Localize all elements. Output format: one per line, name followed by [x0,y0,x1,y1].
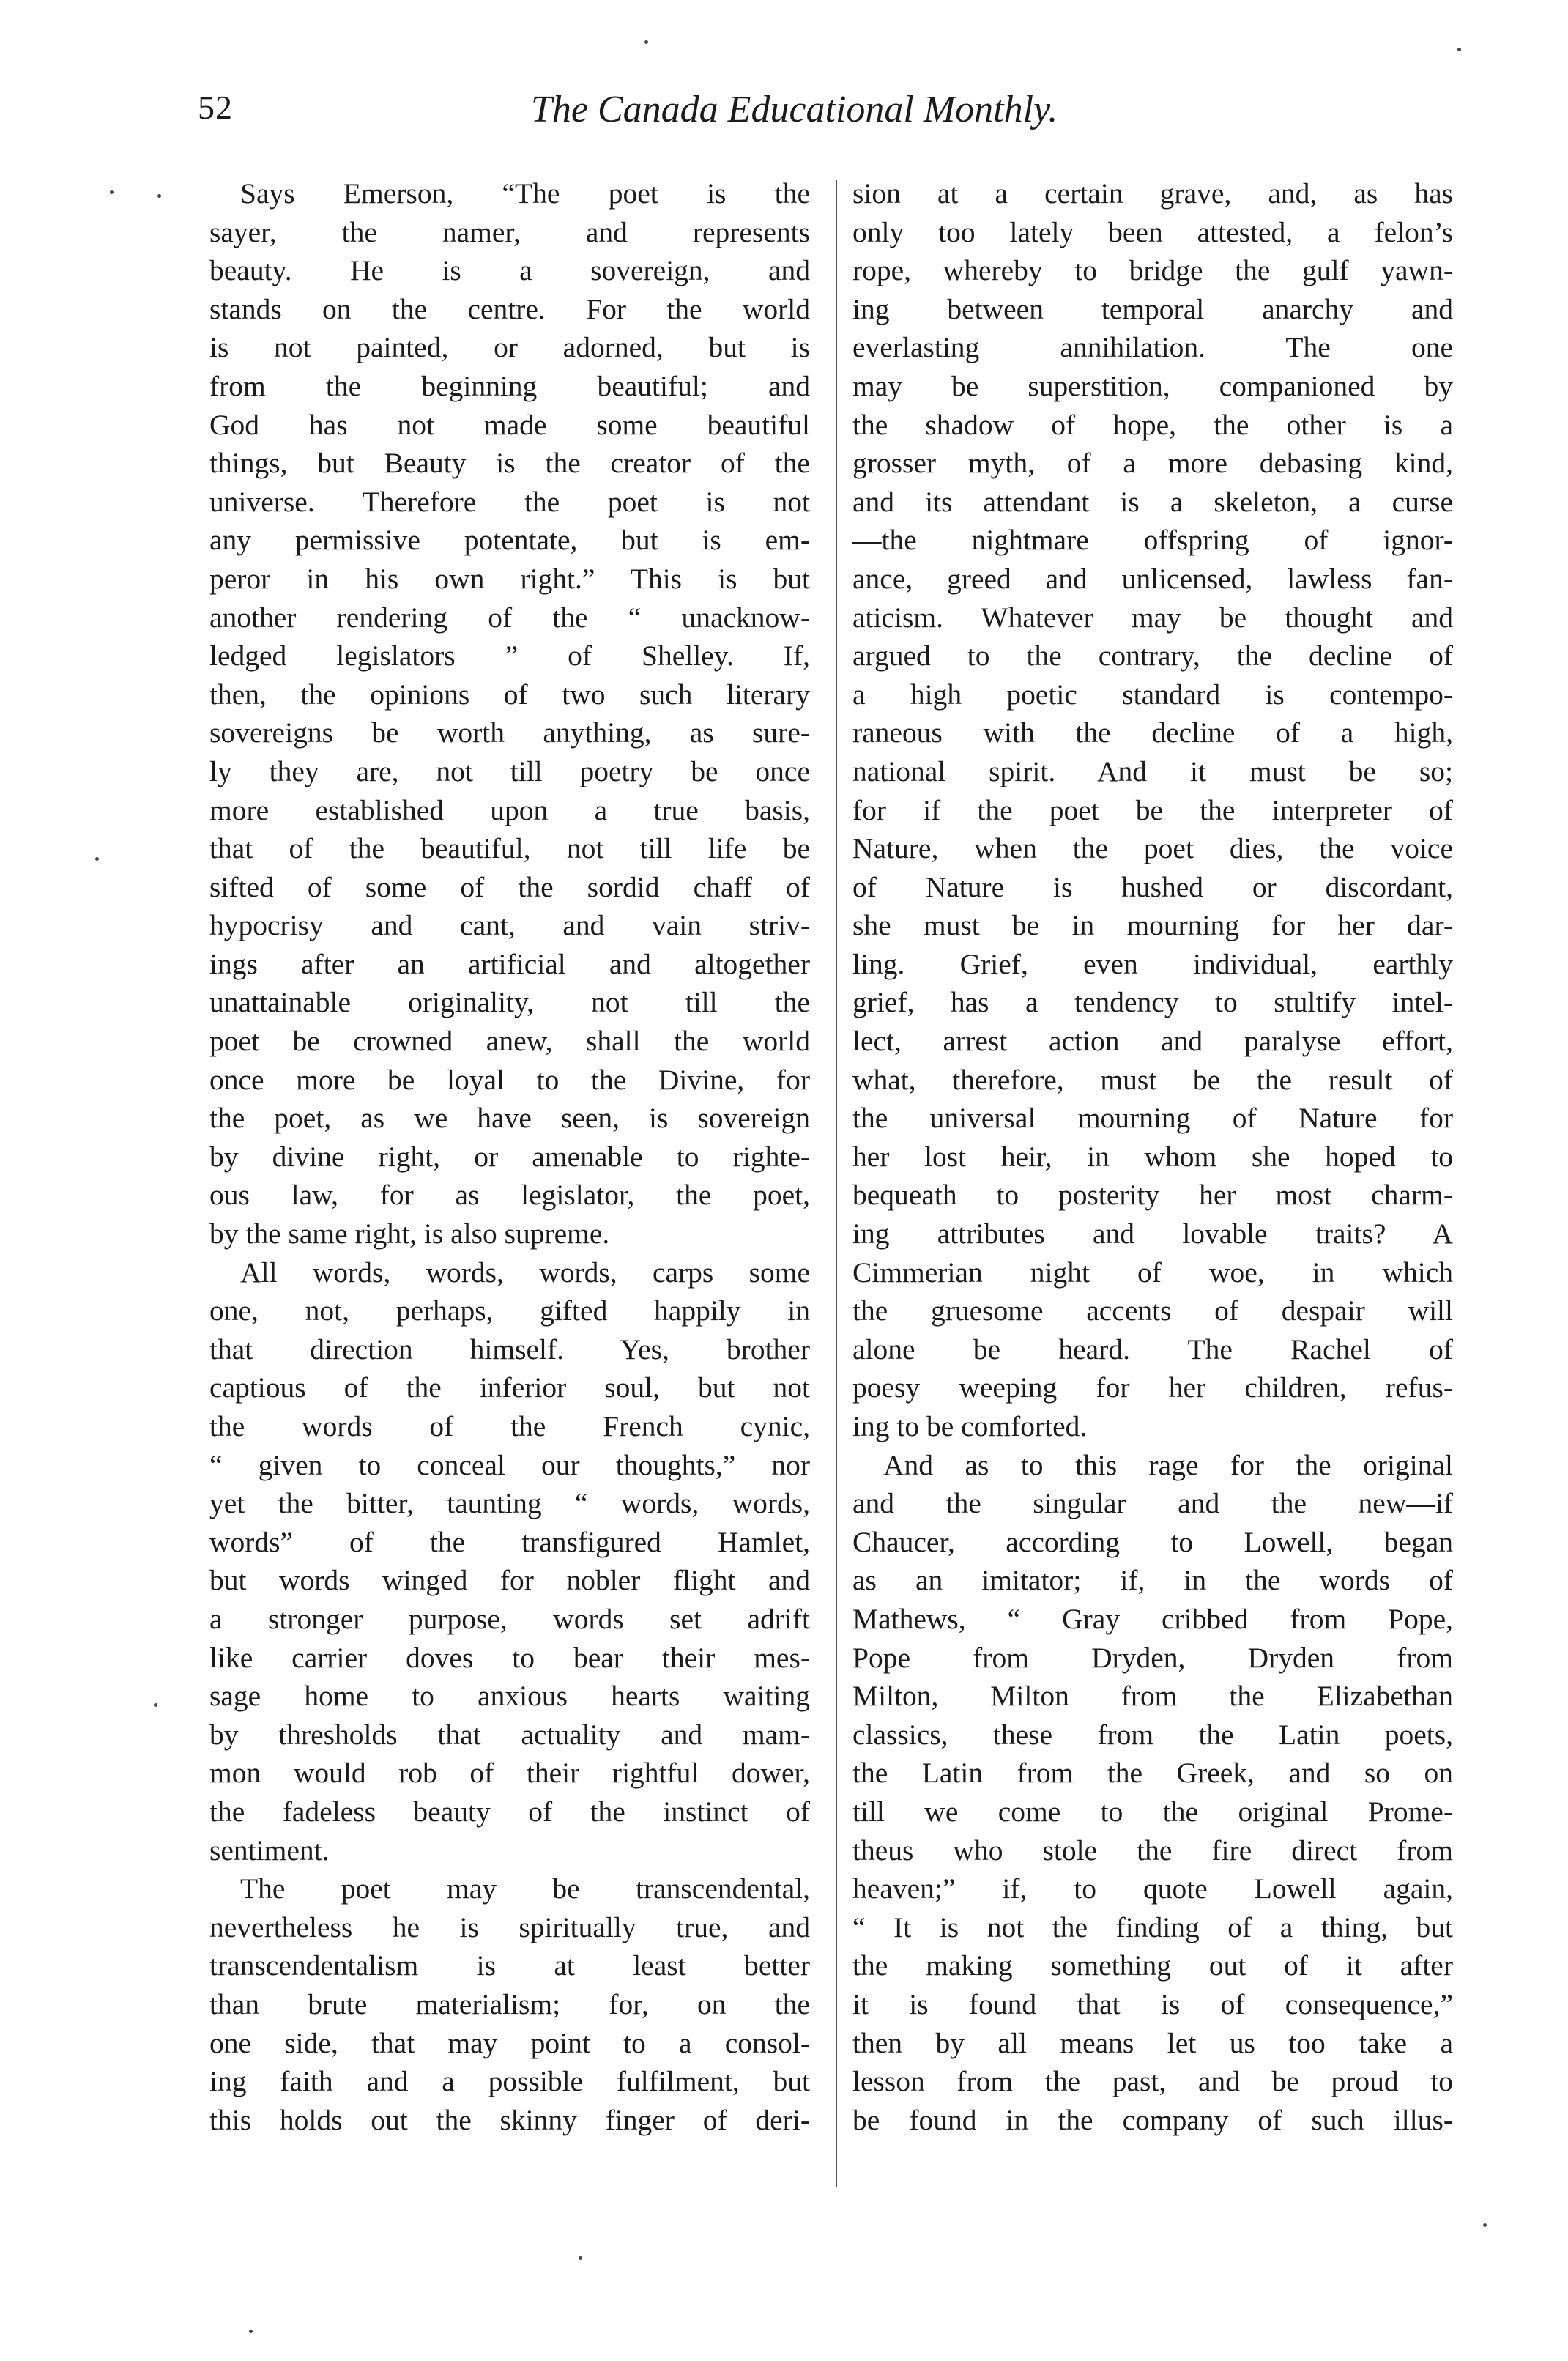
text-line: ledged legislators ” of Shelley. If, [209,640,810,672]
text-line: heaven;” if, to quote Lowell again, [852,1872,1453,1905]
text-line: bequeath to posterity her most charm- [852,1179,1453,1212]
text-line: may be superstition, companioned by [852,369,1453,402]
text-line: this holds out the skinny finger of deri- [209,2103,810,2136]
text-line: ings after an artificial and altogether [209,947,810,980]
text-line: peror in his own right.” This is but [209,562,810,595]
text-line: argued to the contrary, the decline of [852,640,1453,672]
text-line: what, therefore, must be the result of [852,1063,1453,1096]
text-line: The poet may be transcendental, [240,1872,810,1905]
text-line: of Nature is hushed or discordant, [852,870,1453,903]
text-line: by divine right, or amenable to righte- [209,1140,810,1173]
text-line: classics, these from the Latin poets, [852,1718,1453,1751]
text-line: universe. Therefore the poet is not [209,485,810,518]
text-line: sayer, the namer, and represents [209,215,810,248]
text-line: more established upon a true basis, [209,793,810,826]
text-line: Chaucer, according to Lowell, began [852,1525,1453,1558]
text-line: the making something out of it after [852,1949,1453,1982]
text-line: like carrier doves to bear their mes- [209,1641,810,1674]
print-speck [249,2330,253,2333]
text-line: Says Emerson, “The poet is the [240,177,810,210]
text-line: unattainable originality, not till the [209,986,810,1019]
text-line: Pope from Dryden, Dryden from [852,1641,1453,1674]
text-line: but words winged for nobler flight and [209,1564,810,1597]
text-line: the gruesome accents of despair will [852,1294,1453,1327]
text-line: rope, whereby to bridge the gulf yawn- [852,254,1453,287]
text-line: “ It is not the finding of a thing, but [852,1910,1453,1943]
text-line: for if the poet be the interpreter of [852,793,1453,826]
column-divider [836,180,837,2187]
text-line: then, the opinions of two such literary [209,678,810,711]
text-line: sovereigns be worth anything, as sure- [209,716,810,749]
text-line: mon would rob of their rightful dower, [209,1757,810,1790]
text-line: raneous with the decline of a high, [852,716,1453,749]
text-line: her lost heir, in whom she hoped to [852,1140,1453,1173]
text-line: from the beginning beautiful; and [209,369,810,402]
text-line: once more be loyal to the Divine, for [209,1063,810,1096]
text-line: the fadeless beauty of the instinct of [209,1795,810,1828]
text-line: —the nightmare offspring of ignor- [852,524,1453,557]
print-speck [579,2256,582,2260]
text-line: Milton, Milton from the Elizabethan [852,1680,1453,1713]
text-line: ing between temporal anarchy and [852,292,1453,325]
text-line: the words of the French cynic, [209,1410,810,1442]
text-line: the universal mourning of Nature for [852,1102,1453,1135]
text-line: any permissive potentate, but is em- [209,524,810,557]
text-line: alone be heard. The Rachel of [852,1333,1453,1365]
text-line: and the singular and the new—if [852,1487,1453,1520]
text-line: ing to be comforted. [852,1410,1088,1442]
text-line: ance, greed and unlicensed, lawless fan- [852,562,1453,595]
text-line: it is found that is of consequence,” [852,1987,1453,2020]
text-line: till we come to the original Prome- [852,1795,1453,1828]
text-line: “ given to conceal our thoughts,” nor [209,1448,810,1481]
text-line: sion at a certain grave, and, as has [852,177,1453,210]
print-speck [1457,48,1461,51]
text-line: poet be crowned anew, shall the world [209,1025,810,1058]
text-line: ing faith and a possible fulfilment, but [209,2065,810,2098]
text-line: Nature, when the poet dies, the voice [852,832,1453,865]
text-line: a high poetic standard is contempo- [852,678,1453,711]
print-speck [154,1703,157,1707]
text-line: as an imitator; if, in the words of [852,1564,1453,1597]
print-speck [110,190,114,194]
text-line: one, not, perhaps, gifted happily in [209,1294,810,1327]
text-line: captious of the inferior soul, but not [209,1371,810,1404]
text-line: lect, arrest action and paralyse effort, [852,1025,1453,1058]
print-speck [95,857,99,861]
text-line: lesson from the past, and be proud to [852,2065,1453,2098]
running-title: The Canada Educational Monthly. [531,89,1058,130]
text-line: God has not made some beautiful [209,408,810,441]
text-line: transcendentalism is at least better [209,1949,810,1982]
text-line: ling. Grief, even individual, earthly [852,947,1453,980]
text-line: things, but Beauty is the creator of the [209,447,810,480]
text-line: And as to this rage for the original [883,1448,1453,1481]
text-line: aticism. Whatever may be thought and [852,601,1453,634]
text-line: than brute materialism; for, on the [209,1987,810,2020]
text-line: sage home to anxious hearts waiting [209,1680,810,1713]
text-line: ous law, for as legislator, the poet, [209,1179,810,1212]
page-header [198,88,1201,147]
text-line: only too lately been attested, a felon’s [852,215,1453,248]
right-column [852,174,1453,2139]
text-line: nevertheless he is spiritually true, and [209,1910,810,1943]
text-line: then by all means let us too take a [852,2026,1453,2059]
text-line: yet the bitter, taunting “ words, words, [209,1487,810,1520]
text-line: another rendering of the “ unacknow- [209,601,810,634]
text-line: theus who stole the fire direct from [852,1834,1453,1867]
text-line: that of the beautiful, not till life be [209,832,810,865]
text-line: everlasting annihilation. The one [852,331,1453,364]
print-speck [644,40,648,44]
text-line: a stronger purpose, words set adrift [209,1602,810,1635]
text-line: be found in the company of such illus- [852,2103,1453,2136]
text-line: hypocrisy and cant, and vain striv- [209,909,810,942]
text-line: ly they are, not till poetry be once [209,755,810,787]
text-line: words” of the transfigured Hamlet, [209,1525,810,1558]
text-line: and its attendant is a skeleton, a curse [852,485,1453,518]
text-line: grosser myth, of a more debasing kind, [852,447,1453,480]
text-line: poesy weeping for her children, refus- [852,1371,1453,1404]
text-line: Cimmerian night of woe, in which [852,1256,1453,1289]
text-line: stands on the centre. For the world [209,292,810,325]
text-line: Mathews, “ Gray cribbed from Pope, [852,1602,1453,1635]
text-line: the Latin from the Greek, and so on [852,1757,1453,1790]
text-line: grief, has a tendency to stultify intel- [852,986,1453,1019]
text-line: national spirit. And it must be so; [852,755,1453,787]
text-line: the poet, as we have seen, is sovereign [209,1102,810,1135]
text-line: the shadow of hope, the other is a [852,408,1453,441]
text-line: sentiment. [209,1834,330,1867]
text-line: one side, that may point to a consol- [209,2026,810,2059]
text-line: that direction himself. Yes, brother [209,1333,810,1365]
text-line: beauty. He is a sovereign, and [209,254,810,287]
print-speck [1483,2223,1487,2227]
text-line: by thresholds that actuality and mam- [209,1718,810,1751]
page-number: 52 [198,89,233,126]
text-line: All words, words, words, carps some [240,1256,810,1289]
left-column [209,174,810,2139]
text-line: ing attributes and lovable traits? A [852,1217,1453,1250]
text-line: by the same right, is also supreme. [209,1217,610,1250]
print-speck [157,194,161,198]
text-line: is not painted, or adorned, but is [209,331,810,364]
text-line: sifted of some of the sordid chaff of [209,870,810,903]
text-line: she must be in mourning for her dar- [852,909,1453,942]
